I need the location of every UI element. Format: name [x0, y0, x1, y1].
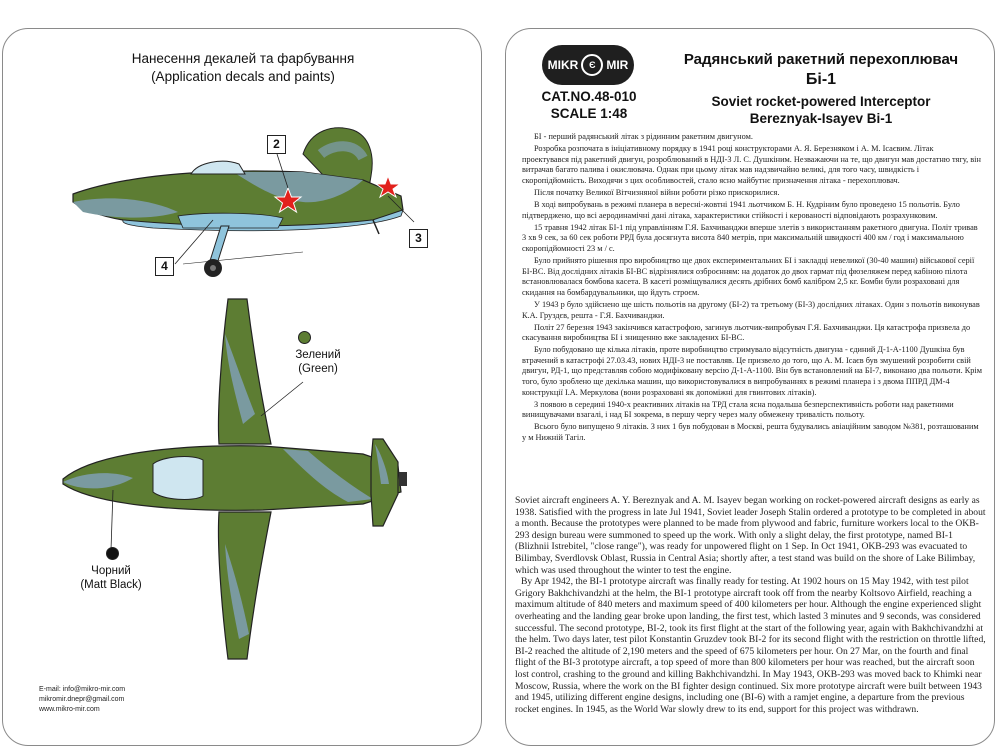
side-profile-drawing [3, 124, 482, 289]
decal-instructions-card [2, 28, 482, 746]
ua-paragraph: Політ 27 березня 1943 закінчився катастрофою, загинув льотчик-випробувач Г.Я. Бахчиванджи. Ця катастрофа призвела до скасування виробництва БІ і знищенню вже закладених БІ-ВС. [522, 322, 971, 343]
ua-paragraph: В ході випробувань в режимі планера в вересні-жовтні 1941 льотчиком Б. Н. Кудріним було проведено 15 польотів. Було підтверджено, що всі аеродинамічні дані літака, характеристики стійкості і керованості відповідають розрахунковим. [522, 200, 960, 220]
ua-paragraph: БІ - перший радянський літак з рідинним ракетним двигуном. [534, 132, 753, 141]
top-view-drawing [3, 294, 482, 674]
title-en-line1: Soviet rocket-powered Interceptor [711, 94, 931, 109]
ua-paragraph: З появою в середині 1940-х реактивних літаків на ТРД стала ясна подальша безперспективність роботи над ракетними винищувачами взагалі, і над БІ зокрема, в першу чергу через малу обмежену тривалість польоту. [522, 399, 954, 420]
catalog-number: CAT.NO.48-010 [541, 89, 637, 104]
logo-text-right: MIR [606, 58, 629, 72]
ua-paragraph: Після початку Великої Вітчизняної війни роботи різко прискорилися. [534, 187, 780, 197]
en-paragraph: Soviet aircraft engineers A. Y. Bereznyak and A. M. Isayev began working on rocket-powered aircraft designs as early as 1938. Satisfied with the progress in late Jul 1941, Soviet leader Joseph Stalin ordered a prototype to be completed in about a month. Because the prototypes were planned to be made from plywood and fabric, furniture workers local to the OKB-293 design bureau were summoned to speed up the work. With only a slight delay, the first prototype, named BI-1 (Blizhnii Istrebitel, "close range"), was ready for unpowered flight on 1 Sep. In Oct 1941, OKB-293 was evacuated to Bilimbay, Sverdlovsk Oblast, Russia in Central Asia; shortly after, a test stand was build on the shore of Lake Bilimbay, which was used throughout the winter to test the engine. [515, 495, 986, 576]
paint-black-ua: Чорний [91, 565, 131, 577]
brand-logo [542, 45, 634, 85]
decals-title-en: (Application decals and paints) [151, 69, 335, 84]
callout-4: 4 [155, 257, 174, 276]
paint-green-swatch [298, 331, 311, 344]
paint-black-swatch [106, 547, 119, 560]
history-text-en [515, 495, 987, 715]
logo-text-left: MIKR [547, 58, 579, 72]
en-paragraph: By Apr 1942, the BI-1 prototype aircraft was finally ready for testing. At 1902 hours on 15 May 1942, with test pilot Grigory Bakhchivandzhi at the helm, the BI-1 prototype aircraft took off from the nearby Koltsovo Airfield, reaching a maximum altitude of 840 meters and maximum speed of 400 kilometers per hour. Although the engine experienced slight overheating and the landing gear broke upon landing, the first test, which lasted 3 minutes and 9 seconds, was considered successful. The second prototype, BI-2, took its first flight at the start of the following year, again with Bakhchivandzhi at the helm. Two days later, test pilot Konstantin Gruzdev took BI-2 for its second flight with the restriction on throttle lifted, BI-2 reached the altitude of 2,190 meters and the speed of 675 kilometers per hour. On 27 Mar, on the fourth and final flight of the BI-3 prototype aircraft, a top speed of more than 800 kilometers per hour was reached, but the aircraft soon lost control, crashing to the ground and killing Bakhchivandzhi. In May 1943, OKB-293 was moved back to Khimki near Moscow, Russia, where the work on the BI fighter design continued. Six more prototype aircraft were built between 1943 and 1945, utilizing different engine designs, including one (BI-6) with a ramjet engine, a departure from the previous rocket engines. In 1945, as the World War slowly drew to its end, support for this project was withdrawn. [515, 576, 986, 715]
title-ua-line1: Радянський ракетний перехоплювач [683, 51, 959, 68]
paint-green-ua: Зелений [295, 349, 341, 361]
title-ua-line2: Бі-1 [805, 71, 837, 88]
landing-gear-strut [209, 226, 229, 264]
paint-black-en: (Matt Black) [80, 579, 142, 591]
title-en-line2: Bereznyak-Isayev Bi-1 [749, 111, 893, 126]
contact-email-alt: mikromir.dnepr@gmail.com [39, 696, 125, 703]
contact-website: www.mikro-mir.com [39, 706, 100, 713]
paint-green-en: (Green) [298, 363, 338, 375]
canopy-side [191, 161, 245, 174]
ua-paragraph: Всього було випущено 9 літаків. З них 1 був побудован в Москві, решта будувались авіаційним заводом №381, розташованим у м Нижній Тагіл. [522, 422, 979, 443]
history-text-ua [522, 132, 982, 445]
ua-paragraph: Було побудовано ще кілька літаків, проте виробництво стримувало відсутність двигуна - єдиний Д-1-А-1100 Душкіна був втрачений в катастрофі 27.03.43, нових НДІ-3 не поставляв. Це призвело до того, що А. М. Ісаєв був змушений розробити свій двигун, РД-1, що представляв собою модифіковану версію Д-1-А-1100. Він був встановлений на БІ-7, виконано два польоти. Крім того, було зроблено ще декілька машин, що використовувалися в випробуваннях в режимі планера і з двома ППРД ДМ-4 конструкції І.А. Меркулова (вони розраховані як допоміжні для гвинтових літаків). [522, 345, 982, 397]
ua-paragraph: Розробка розпочата в ініціативному порядку в 1941 році конструкторами А. Я. Березняком і А. М. Ісаєвим. Літак проектувався під ракетний двигун, розроблюваний в НДІ-3 Л. С. Душкіним. Незважаючи на те, що двигун мав достатню тягу, він витрачав багато палива і окислювача. Однак при цьому літак мав надзвичайно великі, для того часу, швидкість і скоропідйомність. Виходячи з цих особливостей, стало ясно майбутнє призначення літака - перехоплювач. [522, 144, 981, 185]
ua-paragraph: Було прийнято рішення про виробництво ще двох експериментальних БІ і закладці невеликої (30-40 машин) військової серії БІ-ВС. Від дослідних літаків БІ-ВС відрізнялися озброєнням: на додаток до двох гармат під фюзеляжем перед кабіною пілота встановлювалася бомбова касета. В касеті розміщувалися десять дрібних бомб калібром 2,5 кг. Бомби були розраховані для скидання на бомбардувальники, що йдуть строєм. [522, 256, 975, 297]
wing-bottom [218, 512, 271, 659]
history-card [505, 28, 995, 746]
logo-mark: Є [581, 54, 603, 76]
callout-2: 2 [267, 135, 286, 154]
ua-paragraph: 15 травня 1942 літак БІ-1 під управлінням Г.Я. Бахчиванджи вперше злетів з використанням ракетного двигуна. Політ тривав 3 хв 9 сек, за 60 сек роботи РРД була досягнута висота 840 метрів, при максимальній швидкості 400 км / год і максимальною скоропідйомності 23 м / с. [522, 222, 978, 253]
canopy-top [153, 457, 203, 500]
callout-3: 3 [409, 229, 428, 248]
scale-label: SCALE 1:48 [550, 106, 628, 121]
decals-title-ua: Нанесення декалей та фарбування [131, 51, 355, 66]
contact-email: E-mail: info@mikro-mir.com [39, 686, 126, 693]
ua-paragraph: У 1943 р було здійснено ще шість польотів на другому (БІ-2) та третьому (БІ-3) дослідних літаках. Один з польотів виконував К.А. Груздєв, решта - Г.Я. Бахчиванджи. [522, 299, 980, 320]
